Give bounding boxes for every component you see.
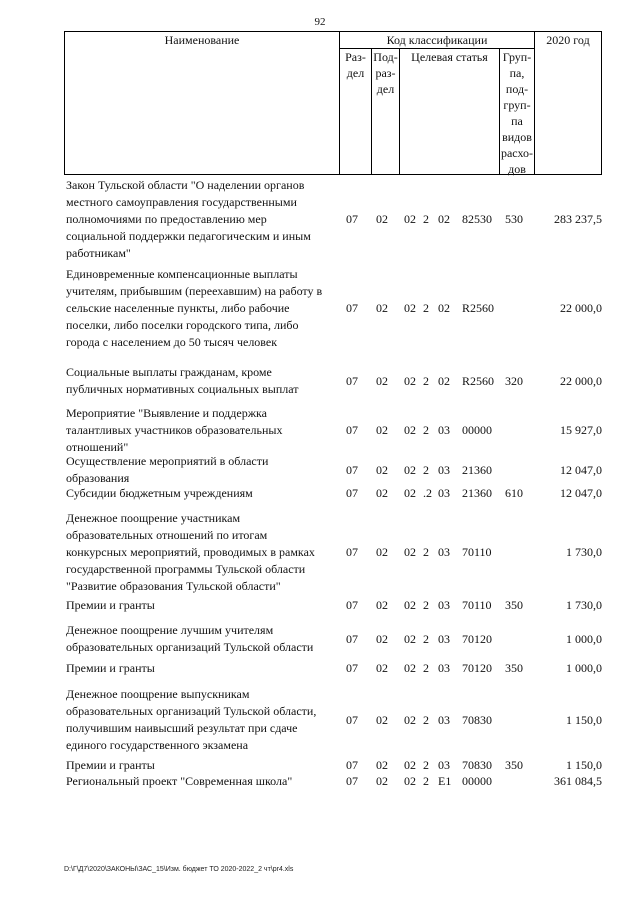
table-row — [64, 622, 602, 656]
group-code: 350 — [505, 598, 523, 612]
target-code-4: 82530 — [462, 212, 492, 226]
target-code-4: R2560 — [462, 301, 495, 315]
target-code-3: 03 — [438, 713, 450, 727]
razdel-code: 07 — [346, 463, 358, 477]
razdel-code: 07 — [346, 661, 358, 675]
razdel-code: 07 — [346, 423, 358, 437]
table-row — [64, 177, 602, 262]
amount: 1 000,0 — [566, 632, 602, 646]
table-row — [64, 773, 602, 790]
header-year: 2020 год — [546, 33, 590, 47]
target-code-2: 2 — [423, 423, 429, 437]
row-name: Денежное поощрение лучшим учителям образовательных организаций Тульской области — [66, 623, 314, 654]
target-code-1: 02 — [404, 212, 416, 226]
target-code-3: 03 — [438, 598, 450, 612]
amount: 1 150,0 — [566, 713, 602, 727]
row-name: Региональный проект "Современная школа" — [66, 774, 293, 788]
row-name: Премии и гранты — [66, 758, 155, 772]
amount: 12 047,0 — [560, 463, 602, 477]
podrazdel-code: 02 — [376, 758, 388, 772]
amount: 1 150,0 — [566, 758, 602, 772]
amount: 1 000,0 — [566, 661, 602, 675]
target-code-3: 02 — [438, 374, 450, 388]
row-name: Осуществление мероприятий в области образования — [66, 454, 269, 485]
group-code: 530 — [505, 212, 523, 226]
amount: 22 000,0 — [560, 374, 602, 388]
table-row — [64, 510, 602, 595]
target-code-3: 03 — [438, 423, 450, 437]
target-code-3: 03 — [438, 661, 450, 675]
target-code-1: 02 — [404, 632, 416, 646]
target-code-3: 03 — [438, 758, 450, 772]
target-code-3: 02 — [438, 301, 450, 315]
target-code-4: 70110 — [462, 598, 492, 612]
target-code-2: 2 — [423, 758, 429, 772]
table-row — [64, 364, 602, 398]
file-path-footer: D:\Г\Д7\2020\ЗАКОНЫ\ЗАС_15\Изм. бюджет ТО 2020-2022_2 чт\pr4.xls — [64, 866, 294, 873]
razdel-code: 07 — [346, 758, 358, 772]
group-code: 320 — [505, 374, 523, 388]
razdel-code: 07 — [346, 713, 358, 727]
table-row — [64, 453, 602, 487]
group-code: 610 — [505, 486, 523, 500]
target-code-3: E1 — [438, 774, 452, 788]
target-code-3: 03 — [438, 486, 450, 500]
table-row — [64, 405, 602, 456]
target-code-4: 21360 — [462, 486, 492, 500]
target-code-3: 03 — [438, 545, 450, 559]
amount: 12 047,0 — [560, 486, 602, 500]
razdel-code: 07 — [346, 632, 358, 646]
amount: 361 084,5 — [554, 774, 602, 788]
row-name: Единовременные компенсационные выплаты учителям, прибывшим (переехавшим) на работу в сельские населенные пункты, либо рабочие поселки, либо поселки городского типа, либо города с населением до 50 тысяч человек — [66, 267, 323, 349]
group-code: 350 — [505, 661, 523, 675]
podrazdel-code: 02 — [376, 212, 388, 226]
row-name: Социальные выплаты гражданам, кроме публичных нормативных социальных выплат — [66, 365, 299, 396]
row-name: Премии и гранты — [66, 598, 155, 612]
target-code-2: 2 — [423, 598, 429, 612]
target-code-1: 02 — [404, 758, 416, 772]
target-code-1: 02 — [404, 713, 416, 727]
header-code: Код классификации — [386, 33, 488, 47]
group-code: 350 — [505, 758, 523, 772]
podrazdel-code: 02 — [376, 661, 388, 675]
target-code-1: 02 — [404, 463, 416, 477]
target-code-2: 2 — [423, 661, 429, 675]
row-name: Премии и гранты — [66, 661, 155, 675]
header-target: Целевая статья — [411, 50, 488, 64]
target-code-4: R2560 — [462, 374, 495, 388]
podrazdel-code: 02 — [376, 423, 388, 437]
row-name: Закон Тульской области "О наделении органов местного самоуправления государственными полномочиями по предоставлению мер социальной поддержки педагогическим и иным работникам" — [66, 178, 311, 260]
target-code-1: 02 — [404, 661, 416, 675]
table-row — [64, 485, 602, 502]
target-code-4: 00000 — [462, 423, 492, 437]
razdel-code: 07 — [346, 486, 358, 500]
amount: 283 237,5 — [554, 212, 602, 226]
table-row — [64, 686, 602, 754]
table-row — [64, 660, 602, 677]
target-code-4: 70110 — [462, 545, 492, 559]
amount: 1 730,0 — [566, 598, 602, 612]
target-code-2: 2 — [423, 374, 429, 388]
header-name: Наименование — [164, 33, 240, 47]
target-code-2: 2 — [423, 713, 429, 727]
podrazdel-code: 02 — [376, 374, 388, 388]
row-name: Субсидии бюджетным учреждениям — [66, 486, 253, 500]
target-code-1: 02 — [404, 598, 416, 612]
amount: 22 000,0 — [560, 301, 602, 315]
podrazdel-code: 02 — [376, 545, 388, 559]
razdel-code: 07 — [346, 301, 358, 315]
target-code-1: 02 — [404, 423, 416, 437]
amount: 15 927,0 — [560, 423, 602, 437]
target-code-2: 2 — [423, 301, 429, 315]
podrazdel-code: 02 — [376, 713, 388, 727]
header-podrazdel: Под- раз- дел — [373, 50, 398, 96]
target-code-1: 02 — [404, 545, 416, 559]
target-code-2: 2 — [423, 212, 429, 226]
target-code-1: 02 — [404, 374, 416, 388]
table-header — [64, 31, 602, 175]
target-code-4: 21360 — [462, 463, 492, 477]
podrazdel-code: 02 — [376, 632, 388, 646]
target-code-4: 70120 — [462, 632, 492, 646]
target-code-2: 2 — [423, 463, 429, 477]
podrazdel-code: 02 — [376, 463, 388, 477]
amount: 1 730,0 — [566, 545, 602, 559]
razdel-code: 07 — [346, 374, 358, 388]
podrazdel-code: 02 — [376, 301, 388, 315]
target-code-2: 2 — [423, 774, 429, 788]
razdel-code: 07 — [346, 545, 358, 559]
podrazdel-code: 02 — [376, 774, 388, 788]
row-name: Денежное поощрение выпускникам образовательных организаций Тульской области, получившим наивысший результат при сдаче единого государственного экзамена — [66, 687, 317, 752]
target-code-2: .2 — [423, 486, 432, 500]
table-row — [64, 597, 602, 614]
target-code-4: 70830 — [462, 713, 492, 727]
page-number: 92 — [314, 16, 326, 28]
target-code-1: 02 — [404, 486, 416, 500]
podrazdel-code: 02 — [376, 486, 388, 500]
table-row — [64, 266, 602, 351]
razdel-code: 07 — [346, 598, 358, 612]
target-code-2: 2 — [423, 545, 429, 559]
target-code-4: 00000 — [462, 774, 492, 788]
target-code-1: 02 — [404, 301, 416, 315]
target-code-3: 02 — [438, 212, 450, 226]
header-group: Груп- па, под- груп- па видов расхо- дов — [500, 50, 534, 176]
podrazdel-code: 02 — [376, 598, 388, 612]
razdel-code: 07 — [346, 774, 358, 788]
target-code-3: 03 — [438, 463, 450, 477]
target-code-4: 70120 — [462, 661, 492, 675]
razdel-code: 07 — [346, 212, 358, 226]
target-code-3: 03 — [438, 632, 450, 646]
header-razdel: Раз- дел — [345, 50, 366, 80]
row-name: Мероприятие "Выявление и поддержка талантливых участников образовательных отношений" — [66, 406, 283, 454]
row-name: Денежное поощрение участникам образовательных отношений по итогам конкурсных мероприятий, проводимых в рамках государственной программы Тульской области "Развитие образования Тульской области" — [66, 511, 315, 593]
target-code-2: 2 — [423, 632, 429, 646]
target-code-4: 70830 — [462, 758, 492, 772]
table-row — [64, 757, 602, 774]
target-code-1: 02 — [404, 774, 416, 788]
